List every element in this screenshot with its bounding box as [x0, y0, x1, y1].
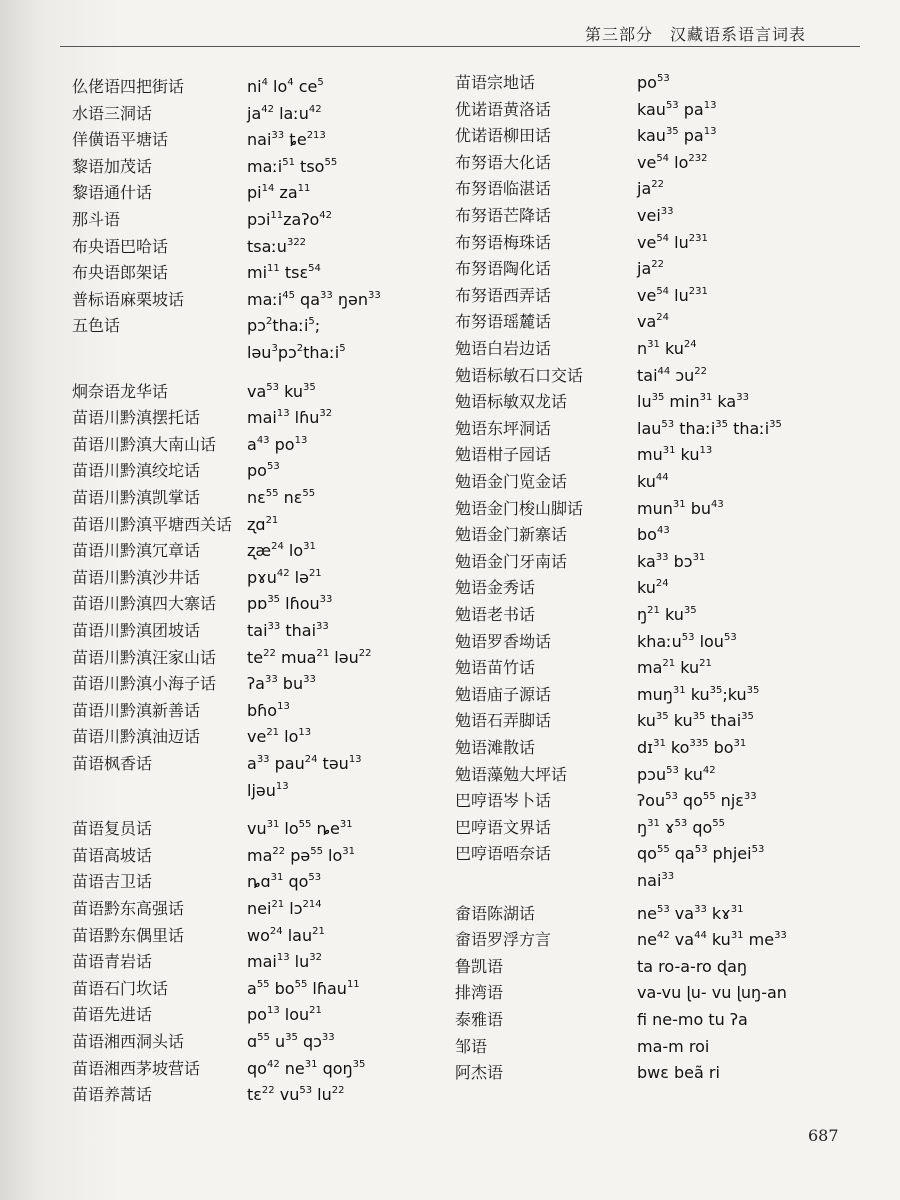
language-name: 苗语养蒿话 [72, 1085, 153, 1105]
pronunciation: nai$^{33}$ [637, 871, 675, 890]
language-name: 畲语罗浮方言 [455, 930, 552, 950]
language-name: 黎语加茂话 [72, 156, 153, 176]
language-name: 普标语麻栗坡话 [72, 289, 185, 309]
language-name: 勉语金门新寨话 [455, 525, 568, 545]
pronunciation: tsaːu$^{322}$ [247, 236, 307, 256]
pronunciation: mai$^{13}$ lɦu$^{32}$ [247, 408, 333, 428]
pronunciation: $n^{31}$ $ku^{24}$ [637, 339, 697, 358]
pronunciation: ləu$^3$pɔ$^2$thaːi$^5$ [247, 343, 346, 362]
language-name: 布努语瑶麓话 [455, 312, 552, 332]
pronunciation: $ve^{54}$ $lo^{232}$ [637, 152, 708, 172]
pronunciation: lau$^{53}$ thaːi$^{35}$ thaːi$^{35}$ [637, 418, 782, 438]
pronunciation: nɛ$^{55}$ nɛ$^{55}$ [247, 488, 316, 507]
language-name: 勉语庙子源话 [455, 684, 552, 704]
page-number: 687 [808, 1126, 839, 1145]
language-name: 苗语高坡话 [72, 845, 153, 865]
pronunciation: $te^{22}$ mua$^{21}$ ləu$^{22}$ [247, 647, 372, 667]
pronunciation: $ku^{24}$ [637, 578, 669, 598]
language-name: 苗语吉卫话 [72, 872, 153, 892]
pronunciation: pɔu$^{53}$ $ku^{42}$ [637, 764, 716, 784]
language-name: 佯僙语平塘话 [72, 130, 169, 150]
pronunciation: $ja^{22}$ [637, 179, 664, 199]
language-name: 苗语川黔滇凯掌话 [72, 488, 201, 507]
pronunciation: $ma^{22}$ pə$^{55}$ $lo^{31}$ [247, 845, 356, 865]
pronunciation: vei$^{33}$ [637, 206, 674, 225]
language-name: 勉语柑子园话 [455, 445, 552, 465]
pronunciation: $ŋ^{31}$ ɤ$^{53}$ $qo^{55}$ [637, 817, 725, 837]
pronunciation: $po^{53}$ [637, 73, 670, 92]
language-name: 苗语湘西洞头话 [72, 1032, 185, 1051]
pronunciation: $ŋ^{21}$ $ku^{35}$ [637, 605, 697, 624]
pronunciation: $wo^{24}$ lau$^{21}$ [247, 925, 325, 945]
language-name: 苗语复员话 [72, 819, 153, 839]
language-name: 水语三洞话 [72, 103, 153, 123]
language-name: 优诺语黄洛话 [455, 99, 552, 119]
pronunciation: $po^{13}$ lou$^{21}$ [247, 1005, 322, 1025]
pronunciation: $ve^{54}$ $lu^{231}$ [637, 232, 708, 252]
language-name: 苗语川黔滇平塘西关话 [72, 514, 233, 534]
pronunciation: $ka^{33}$ bɔ$^{31}$ [637, 551, 706, 571]
language-name: 勉语苗竹话 [455, 658, 536, 678]
pronunciation: $ma^{21}$ $ku^{21}$ [637, 658, 712, 678]
language-name: 布努语芒降话 [455, 206, 552, 225]
language-name: 苗语川黔滇摆托话 [72, 408, 201, 428]
language-name: 那斗语 [72, 210, 121, 229]
header-rule [60, 46, 860, 47]
language-name: 布努语梅珠话 [455, 232, 552, 252]
pronunciation: mai$^{13}$ $lu^{32}$ [247, 952, 322, 972]
pronunciation: nei$^{21}$ lɔ$^{214}$ [247, 899, 322, 918]
pronunciation: $vu^{31}$ $lo^{55}$ $ȵe^{31}$ [247, 819, 353, 839]
language-name: 勉语白岩边话 [455, 339, 552, 358]
pronunciation: maːi$^{51}$ tso$^{55}$ [247, 156, 338, 176]
language-name: 勉语藻勉大坪话 [455, 764, 568, 784]
language-name: 苗语川黔滇四大寨话 [72, 594, 217, 614]
pronunciation: $a^{55}$ $bo^{55}$ lɦau$^{11}$ [247, 978, 360, 998]
language-name: 苗语川黔滇团坡话 [72, 621, 201, 640]
pronunciation: bɦo$^{13}$ [247, 700, 290, 720]
pronunciation: tai$^{33}$ thai$^{33}$ [247, 621, 329, 640]
pronunciation: maːi$^{45}$ $qa^{33}$ ŋən$^{33}$ [247, 289, 381, 309]
pronunciation: $pi^{14}$ $za^{11}$ [247, 183, 311, 203]
language-name: 苗语川黔滇绞坨话 [72, 461, 201, 481]
language-name: 勉语金秀话 [455, 578, 536, 598]
language-name: 鲁凯语 [455, 956, 504, 976]
language-name: 巴哼语唔奈话 [455, 844, 552, 864]
pronunciation: $va^{53}$ $ku^{35}$ [247, 381, 316, 401]
language-name: 勉语滩散话 [455, 738, 536, 757]
language-name: 苗语枫香话 [72, 754, 153, 773]
language-name: 巴哼语岑卜话 [455, 791, 552, 811]
pronunciation: ɑ$^{55}$ $u^{35}$ qɔ$^{33}$ [247, 1032, 335, 1051]
language-name: 勉语金门牙南话 [455, 551, 568, 571]
language-name: 黎语通什话 [72, 183, 153, 203]
language-name: 苗语湘西茅坡营话 [72, 1058, 201, 1078]
language-name: 五色话 [72, 316, 121, 336]
pronunciation: pɔi$^{11}$zaʔo$^{42}$ [247, 210, 333, 229]
language-name: 阿杰语 [455, 1063, 504, 1083]
pronunciation: khaːu$^{53}$ lou$^{53}$ [637, 631, 737, 651]
pronunciation: $ve^{54}$ $lu^{231}$ [637, 285, 708, 305]
pronunciation: dɪ$^{31}$ $ko^{335}$ $bo^{31}$ [637, 738, 747, 757]
language-name: 勉语金门梭山脚话 [455, 498, 584, 518]
pronunciation: tai$^{44}$ ɔu$^{22}$ [637, 365, 708, 385]
language-name: 勉语石弄脚话 [455, 711, 552, 731]
pronunciation: ma-m roi [637, 1036, 710, 1056]
language-name: 苗语石门坎话 [72, 978, 169, 998]
pronunciation: kau$^{35}$ $pa^{13}$ [637, 126, 717, 146]
pronunciation: fi ne-mo tu ʔa [637, 1010, 748, 1029]
language-name: 苗语先进话 [72, 1005, 153, 1025]
language-name: 苗语宗地话 [455, 73, 536, 92]
pronunciation: $ku^{35}$ $ku^{35}$ thai$^{35}$ [637, 711, 754, 731]
pronunciation: $ja^{22}$ [637, 259, 664, 279]
language-name: 勉语罗香坳话 [455, 631, 552, 651]
pronunciation: va-vu ɭu- vu ɭuŋ-an [637, 983, 787, 1003]
language-name: 苗语川黔滇沙井话 [72, 567, 201, 587]
language-name: 苗语川黔滇汪家山话 [72, 647, 217, 667]
pronunciation: $va^{24}$ [637, 312, 670, 332]
pronunciation: $ni^4$ $lo^4$ $ce^5$ [247, 77, 324, 96]
language-name: 布努语西弄话 [455, 285, 552, 305]
language-name: 苗语川黔滇大南山话 [72, 434, 217, 454]
language-name: 布努语陶化话 [455, 259, 552, 279]
language-name: 苗语青岩话 [72, 952, 153, 972]
language-name: 苗语黔东高强话 [72, 899, 185, 918]
language-name: 泰雅语 [455, 1010, 504, 1029]
pronunciation: ljəu$^{13}$ [247, 780, 289, 800]
pronunciation: pɤu$^{42}$ lə$^{21}$ [247, 567, 322, 587]
language-name: 巴哼语文界话 [455, 817, 552, 837]
language-name: 布央语郎架话 [72, 263, 169, 283]
language-name: 苗语川黔滇冗章话 [72, 541, 201, 561]
pronunciation: pɔ$^2$thaːi$^5$; [247, 316, 321, 336]
pronunciation: tɛ$^{22}$ $vu^{53}$ $lu^{22}$ [247, 1085, 345, 1105]
language-name: 苗语川黔滇油迈话 [72, 727, 201, 747]
language-name: 苗语川黔滇新善话 [72, 700, 201, 720]
pronunciation: ʔou$^{53}$ $qo^{55}$ njɛ$^{33}$ [637, 791, 757, 811]
pronunciation: $ne^{42}$ $va^{44}$ $ku^{31}$ $me^{33}$ [637, 930, 787, 950]
pronunciation: $qo^{42}$ $ne^{31}$ qoŋ$^{35}$ [247, 1058, 366, 1078]
language-name: 布央语巴哈话 [72, 236, 169, 256]
pronunciation: ʐɑ$^{21}$ [247, 514, 279, 534]
pronunciation: $ku^{44}$ [637, 472, 669, 491]
running-header: 第三部分 汉藏语系语言词表 [585, 25, 807, 44]
language-name: 布努语大化话 [455, 152, 552, 172]
pronunciation: $ja^{42}$ laːu$^{42}$ [247, 103, 322, 123]
language-name: 苗语川黔滇小海子话 [72, 674, 217, 694]
language-name: 畲语陈湖话 [455, 903, 536, 923]
pronunciation: $po^{53}$ [247, 461, 280, 481]
language-name: 勉语金门览金话 [455, 472, 568, 491]
pronunciation: mun$^{31}$ $bu^{43}$ [637, 498, 724, 518]
pronunciation: $a^{33}$ pau$^{24}$ təu$^{13}$ [247, 754, 362, 773]
pronunciation: $bo^{43}$ [637, 525, 670, 545]
language-name: 仫佬语四把街话 [72, 77, 185, 96]
pronunciation: bwɛ beã ri [637, 1063, 720, 1083]
pronunciation: $ve^{21}$ $lo^{13}$ [247, 727, 312, 747]
pronunciation: $ne^{53}$ $va^{33}$ kɤ$^{31}$ [637, 903, 744, 923]
pronunciation: muŋ$^{31}$ $ku^{35};ku^{35}$ [637, 684, 760, 704]
language-name: 排湾语 [455, 983, 504, 1003]
pronunciation: kau$^{53}$ $pa^{13}$ [637, 99, 717, 119]
pronunciation: ʔa$^{33}$ $bu^{33}$ [247, 674, 316, 694]
language-name: 勉语东坪洞话 [455, 418, 552, 438]
pronunciation: ta ro-a-ro ɖaŋ [637, 956, 748, 976]
language-name: 勉语标敏双龙话 [455, 392, 568, 412]
language-name: 炯奈语龙华话 [72, 381, 169, 401]
language-name: 苗语黔东偶里话 [72, 925, 185, 945]
pronunciation: $mu^{31}$ $ku^{13}$ [637, 445, 713, 465]
pronunciation: $mi^{11}$ tsɛ$^{54}$ [247, 263, 321, 283]
pronunciation: pɒ$^{35}$ lɦou$^{33}$ [247, 594, 333, 614]
language-name: 优诺语柳田话 [455, 126, 552, 146]
language-name: 邹语 [455, 1036, 488, 1056]
language-name: 勉语老书话 [455, 605, 536, 624]
pronunciation: nai$^{33}$ $ȶe^{213}$ [247, 130, 326, 150]
pronunciation: $lu^{35}$ $\min^{31} ka^{33}$ [637, 392, 749, 412]
pronunciation: $qo^{55}$ $qa^{53}$ phjei$^{53}$ [637, 844, 765, 864]
pronunciation: ʐæ$^{24}$ $lo^{31}$ [247, 541, 316, 561]
language-name: 布努语临湛话 [455, 179, 552, 199]
pronunciation: $a^{43}$ $po^{13}$ [247, 434, 308, 454]
language-name: 勉语标敏石口交话 [455, 365, 584, 385]
pronunciation: ȵɑ$^{31}$ $qo^{53}$ [247, 872, 322, 892]
